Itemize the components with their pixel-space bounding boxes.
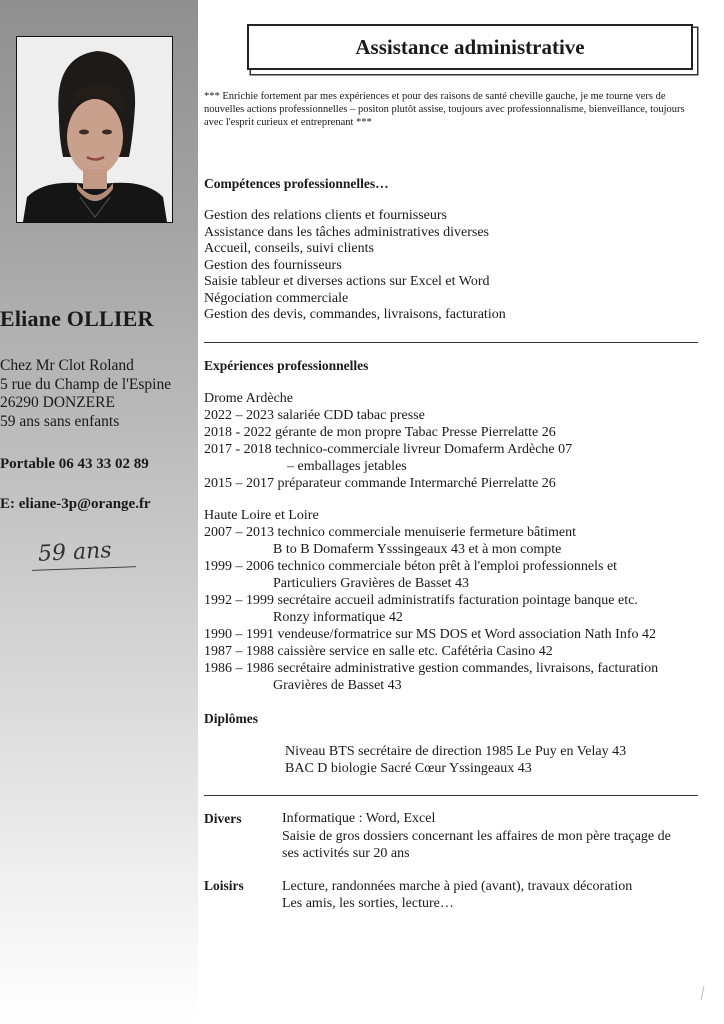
region-haute-loire: Haute Loire et Loire [204, 508, 319, 523]
experience-entry [204, 408, 425, 425]
section-divider [204, 795, 698, 796]
address-line: 59 ans sans enfants [0, 412, 120, 430]
entry-continuation: B to B Domaferm Ysssingeaux 43 et à mon compte [273, 541, 562, 557]
entry-line: 2022 – 2023 salariée CDD tabac presse [204, 408, 425, 423]
entry-line: 2018 - 2022 gérante de mon propre Tabac Presse Pierrelatte 26 [204, 425, 556, 440]
skill-item: Accueil, conseils, suivi clients [204, 241, 374, 256]
experience-entry [204, 476, 556, 493]
divers-line: Saisie de gros dossiers concernant les affaires de mon père traçage de [282, 829, 671, 844]
experience-entry [204, 425, 556, 442]
skill-item: Saisie tableur et diverses actions sur Excel et Word [204, 274, 490, 289]
address-line: 5 rue du Champ de l'Espine [0, 375, 172, 393]
skill-item: Gestion des fournisseurs [204, 257, 342, 273]
entry-continuation: Ronzy informatique 42 [273, 609, 403, 625]
profile-photo [16, 36, 173, 223]
section-divider [204, 342, 698, 343]
experience-heading: Expériences professionnelles [204, 358, 369, 373]
entry-line: 2015 – 2017 préparateur commande Intermarché Pierrelatte 26 [204, 476, 556, 491]
entry-line: 1999 – 2006 technico commerciale béton prêt à l'emploi professionnels et [204, 559, 618, 574]
entry-continuation: – emballages jetables [287, 458, 407, 474]
intro-text: *** Enrichie fortement par mes expériences et pour des raisons de santé cheville gauche, je me tourne vers de nouvelles actions professionnelles – positon plutôt assise, toujours avec professionnalisme, bienveillance, toujours avec l'esprit curieux et entreprenant *** [204, 91, 685, 128]
loisirs-line: Lecture, randonnées marche à pied (avant), travaux décoration [282, 879, 633, 894]
experience-entry [204, 661, 658, 694]
region-drome: Drome Ardèche [204, 391, 294, 406]
entry-line: 1992 – 1999 secrétaire accueil administratifs facturation pointage banque etc. [204, 593, 638, 608]
skill-item: Gestion des devis, commandes, livraisons, facturation [204, 307, 506, 322]
page-title: Assistance administrative [355, 35, 585, 59]
diplomas-heading: Diplômes [204, 711, 258, 726]
experience-entry [204, 442, 572, 475]
divers-line: ses activités sur 20 ans [282, 846, 410, 861]
entry-continuation: Gravières de Basset 43 [273, 677, 402, 693]
entry-line: 1987 – 1988 caissière service en salle etc. Cafétéria Casino 42 [204, 644, 553, 659]
portrait-image [17, 37, 172, 222]
address-line: 26290 DONZERE [0, 394, 115, 411]
divers-label: Divers [204, 811, 242, 826]
skill-item: Assistance dans les tâches administratives diverses [204, 224, 489, 240]
title-box [247, 24, 693, 70]
entry-line: 1990 – 1991 vendeuse/formatrice sur MS DOS et Word association Nath Info 42 [204, 627, 656, 642]
skills-list [204, 208, 506, 324]
loisirs-line: Les amis, les sorties, lecture… [282, 896, 454, 911]
scan-mark [701, 986, 705, 1000]
address-block [0, 357, 171, 431]
loisirs-label: Loisirs [204, 878, 244, 893]
entry-continuation: Particuliers Gravières de Basset 43 [273, 575, 469, 591]
divers-line: Informatique : Word, Excel [282, 811, 436, 826]
experience-entry [204, 525, 576, 558]
experience-entry [204, 593, 638, 626]
experience-entry [204, 627, 656, 644]
entry-line: 2007 – 2013 technico commerciale menuiserie fermeture bâtiment [204, 525, 577, 540]
skills-heading: Compétences professionnelles… [204, 176, 389, 191]
skill-item: Gestion des relations clients et fournisseurs [204, 208, 448, 223]
diploma-item: Niveau BTS secrétaire de direction 1985 Le Puy en Velay 43 [285, 744, 627, 759]
experience-entry [204, 559, 617, 592]
email-address: E: eliane-3p@orange.fr [0, 496, 151, 512]
phone-number: Portable 06 43 33 02 89 [0, 456, 149, 472]
candidate-name: Eliane OLLIER [0, 306, 154, 331]
address-line: Chez Mr Clot Roland [0, 357, 134, 374]
entry-line: 1986 – 1986 secrétaire administrative gestion commandes, livraisons, facturation [204, 661, 659, 676]
diploma-item: BAC D biologie Sacré Cœur Yssingeaux 43 [285, 761, 532, 776]
skill-item: Négociation commerciale [204, 290, 349, 306]
experience-entry [204, 644, 553, 661]
entry-line: 2017 - 2018 technico-commerciale livreur Domaferm Ardèche 07 [204, 442, 573, 457]
handwritten-note: 59 ans [37, 538, 113, 567]
